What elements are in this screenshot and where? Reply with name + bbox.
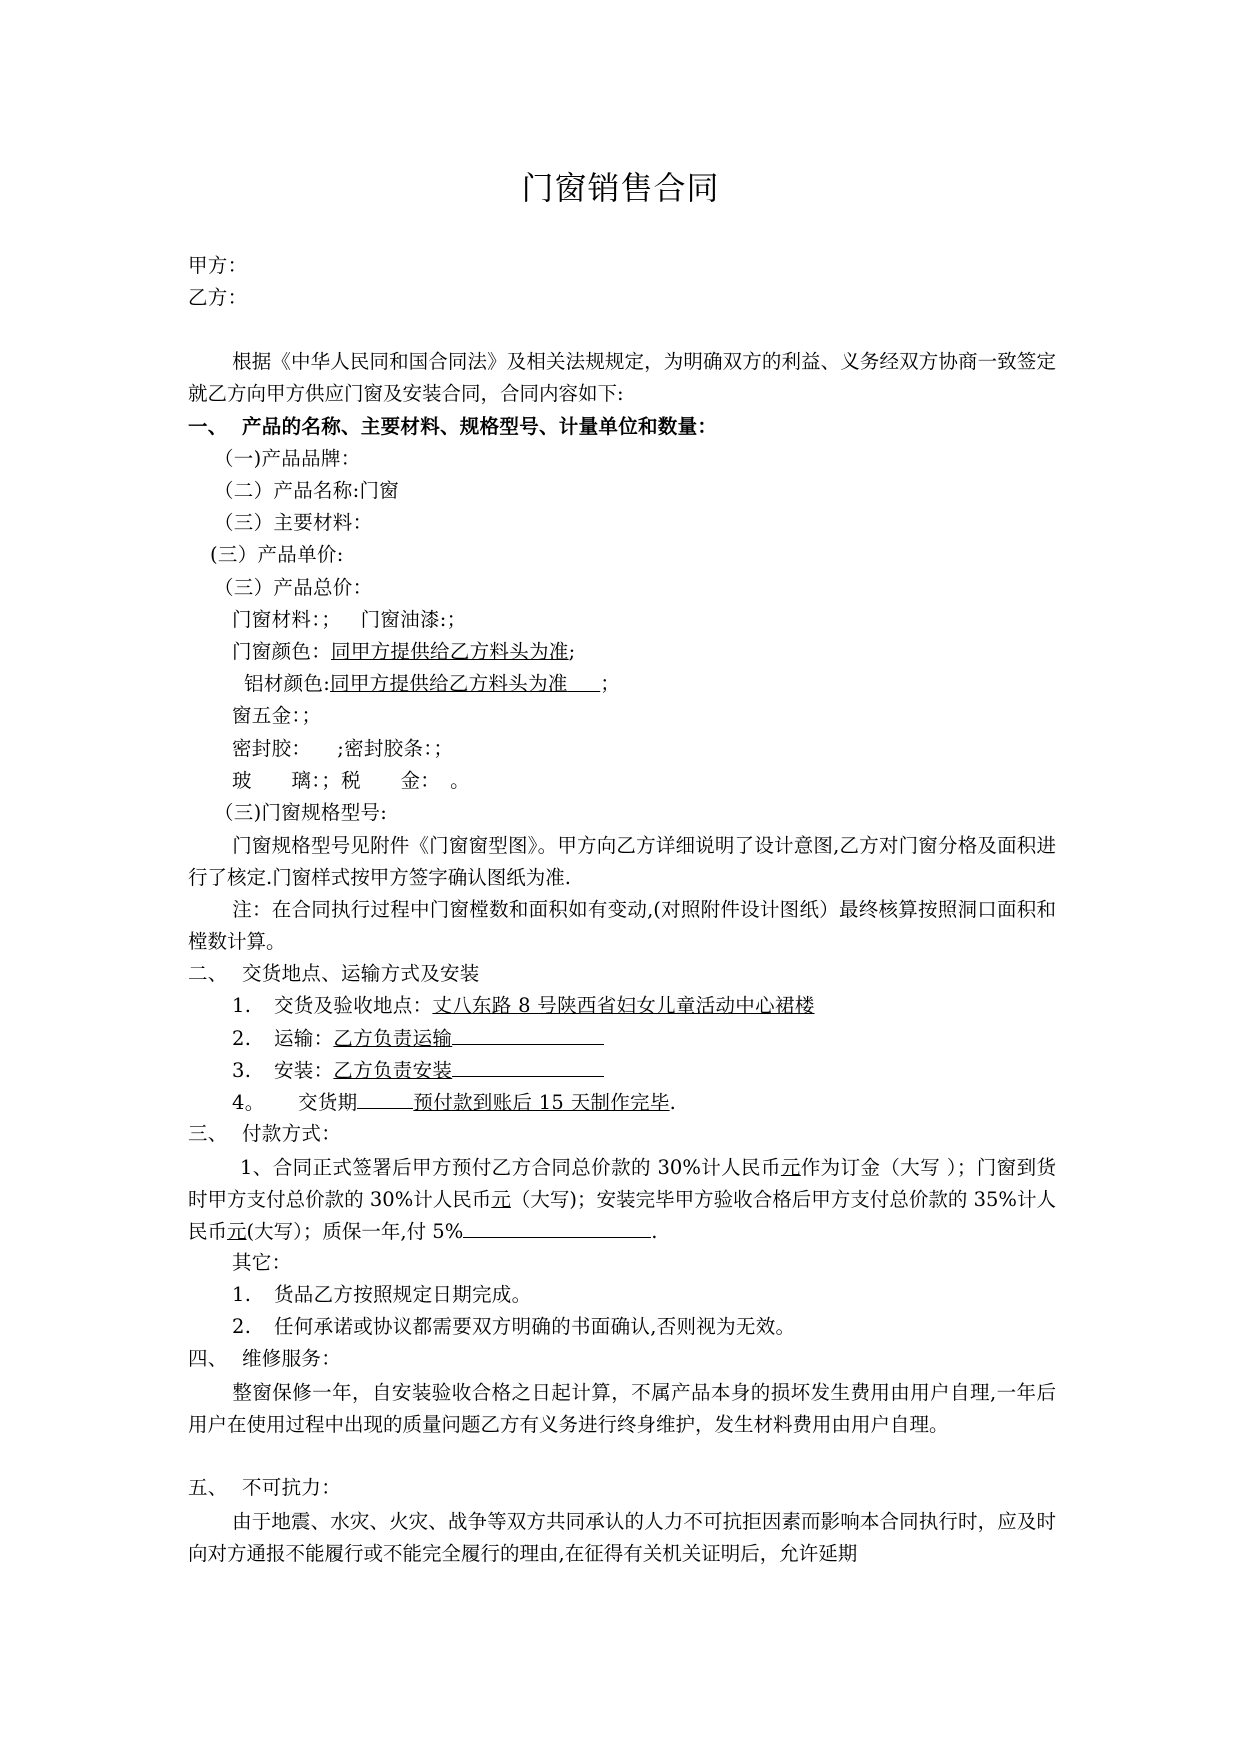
section3-number: 三、 xyxy=(188,1122,228,1145)
section1-number: 一、 xyxy=(188,415,228,438)
aluminum-color: 铝材颜色:同甲方提供给乙方料头为准 ； xyxy=(244,672,620,695)
intro-paragraph: 根据《中华人民同和国合同法》及相关法规规定，为明确双方的利益、义务经双方协商一致签定就乙方向甲方供应门窗及安装合同，合同内容如下: xyxy=(188,350,1056,405)
party-a-label: 甲方： xyxy=(188,254,248,277)
window-color: 门窗颜色：同甲方提供给乙方料头为准; xyxy=(232,640,576,663)
section4-heading: 维修服务： xyxy=(242,1347,342,1370)
other-item-1: 1. 货品乙方按照规定日期完成。 xyxy=(232,1283,532,1306)
delivery-location: 1. 交货及验收地点：丈八东路 8 号陕西省妇女儿童活动中心裙楼 xyxy=(232,994,815,1017)
section3-heading: 付款方式： xyxy=(242,1122,342,1145)
section5-number: 五、 xyxy=(188,1476,228,1499)
sealant: 密封胶： ;密封胶条：； xyxy=(232,737,454,760)
payment-paragraph: 1、合同正式签署后甲方预付乙方合同总价款的 30%计人民币元作为订金（大写 ）；门窗到货时甲方支付总价款的 30%计人民币元（大写)；安装完毕甲方验收合格后甲方支付总价款的 35%计人民币元(大写）；质保一年,付 5% . xyxy=(188,1156,1056,1243)
section5-heading: 不可抗力： xyxy=(242,1476,342,1499)
note-paragraph: 注：在合同执行过程中门窗樘数和面积如有变动,(对照附件设计图纸）最终核算按照洞口面积和樘数计算。 xyxy=(188,898,1056,953)
section2-heading: 交货地点、运输方式及安装 xyxy=(242,962,480,985)
spec-paragraph: 门窗规格型号见附件《门窗窗型图》。甲方向乙方详细说明了设计意图,乙方对门窗分格及面积进行了核定.门窗样式按甲方签字确认图纸为准. xyxy=(188,834,1056,889)
product-brand: （一)产品品牌： xyxy=(214,447,361,470)
main-material: （三）主要材料： xyxy=(214,511,373,534)
warranty-paragraph: 整窗保修一年，自安装验收合格之日起计算，不属产品本身的损坏发生费用由用户自理,一年后用户在使用过程中出现的质量问题乙方有义务进行终身维护，发生材料费用由用户自理。 xyxy=(188,1381,1056,1436)
delivery-period: 4。 交货期 预付款到账后 15 天制作完毕. xyxy=(232,1088,676,1117)
other-item-2: 2. 任何承诺或协议都需要双方明确的书面确认,否则视为无效。 xyxy=(232,1315,796,1338)
installation: 3. 安装：乙方负责安装 xyxy=(232,1056,604,1085)
section2-number: 二、 xyxy=(188,962,228,985)
product-name: （二）产品名称:门窗 xyxy=(214,479,400,502)
window-spec: （三)门窗规格型号: xyxy=(214,801,388,824)
window-material: 门窗材料：； 门窗油漆:； xyxy=(232,608,467,631)
section1-heading: 产品的名称、主要材料、规格型号、计量单位和数量： xyxy=(242,415,718,438)
force-majeure-paragraph: 由于地震、水灾、火灾、战争等双方共同承认的人力不可抗拒因素而影响本合同执行时，应及时向对方通报不能履行或不能完全履行的理由,在征得有关机关证明后，允许延期 xyxy=(188,1510,1056,1565)
other-label: 其它： xyxy=(232,1251,292,1274)
window-hardware: 窗五金：； xyxy=(232,704,322,727)
section4-number: 四、 xyxy=(188,1347,228,1370)
party-b-label: 乙方： xyxy=(188,286,248,309)
transport: 2. 运输：乙方负责运输 xyxy=(232,1024,604,1053)
document-title: 门窗销售合同 xyxy=(521,169,720,207)
glass-tax: 玻 璃：；税 金： 。 xyxy=(232,769,470,792)
total-price: （三）产品总价： xyxy=(214,576,373,599)
unit-price: (三）产品单价: xyxy=(210,543,344,566)
